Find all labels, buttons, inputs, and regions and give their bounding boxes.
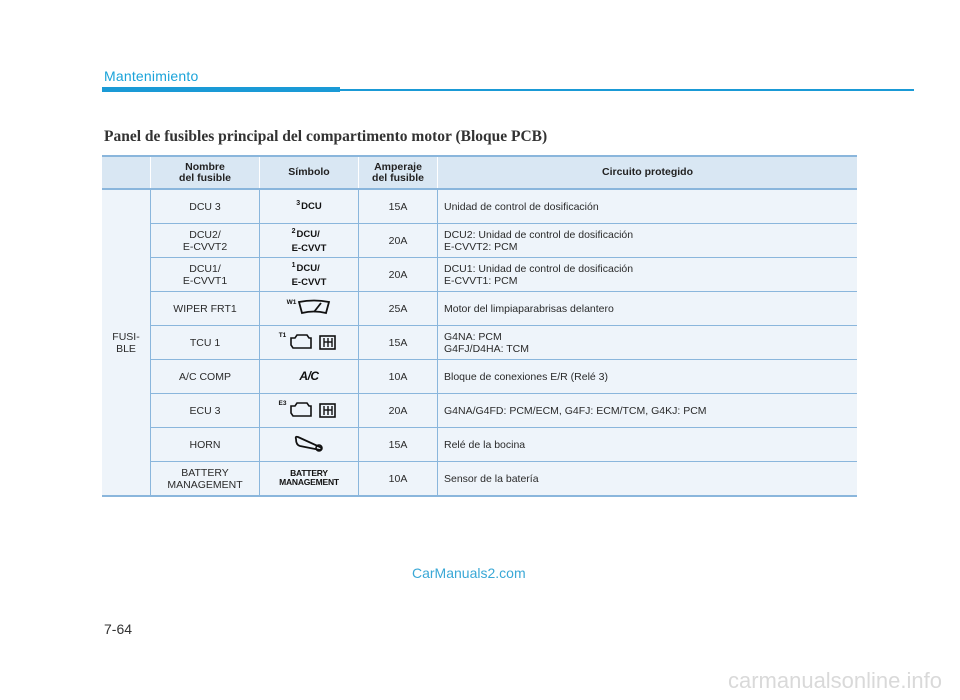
group-label: FUSI- BLE	[102, 189, 151, 496]
fuse-symbol: E3	[260, 394, 359, 428]
header-fuse-name: Nombre del fusible	[151, 156, 260, 189]
table-row	[102, 360, 857, 394]
fuse-name: HORN	[151, 428, 260, 462]
fuse-amperage: 15A	[359, 428, 438, 462]
fuse-table	[102, 155, 857, 497]
header-symbol: Símbolo	[260, 156, 359, 189]
table-row	[102, 326, 857, 360]
transmission-icon	[287, 332, 339, 355]
fuse-symbol: A/C	[260, 360, 359, 394]
fuse-symbol: $^3$DCU	[260, 189, 359, 224]
header-circuit: Circuito protegido	[438, 156, 858, 189]
fuse-symbol: BATTERY MANAGEMENT	[260, 462, 359, 497]
table-row	[102, 189, 857, 224]
fuse-name: WIPER FRT1	[151, 292, 260, 326]
fuse-amperage: 20A	[359, 394, 438, 428]
header-rule-thick	[102, 87, 340, 92]
table-row	[102, 292, 857, 326]
fuse-amperage: 15A	[359, 189, 438, 224]
fuse-name: DCU2/ E-CVVT2	[151, 224, 260, 258]
wiper-icon	[297, 299, 331, 320]
table-header-row	[102, 156, 857, 189]
watermark-link[interactable]: CarManuals2.com	[412, 565, 526, 581]
table-row	[102, 462, 857, 497]
fuse-amperage: 20A	[359, 258, 438, 292]
header-rule-thin	[340, 89, 914, 91]
table-row	[102, 394, 857, 428]
fuse-name: A/C COMP	[151, 360, 260, 394]
fuse-symbol: $^1$DCU/ E-CVVT	[260, 258, 359, 292]
fuse-amperage: 15A	[359, 326, 438, 360]
header-amperage: Amperaje del fusible	[359, 156, 438, 189]
header-group	[102, 156, 151, 189]
fuse-circuit: Relé de la bocina	[438, 428, 858, 462]
fuse-circuit: Unidad de control de dosificación	[438, 189, 858, 224]
fuse-circuit: G4NA: PCM G4FJ/D4HA: TCM	[438, 326, 858, 360]
fuse-name: TCU 1	[151, 326, 260, 360]
fuse-amperage: 25A	[359, 292, 438, 326]
table-row	[102, 258, 857, 292]
fuse-amperage: 20A	[359, 224, 438, 258]
section-title: Mantenimiento	[104, 68, 199, 84]
fuse-name: ECU 3	[151, 394, 260, 428]
fuse-amperage: 10A	[359, 462, 438, 497]
page-number: 7-64	[104, 621, 133, 637]
fuse-symbol	[260, 428, 359, 462]
fuse-symbol: $^2$DCU/ E-CVVT	[260, 224, 359, 258]
engine-ecu-icon	[287, 400, 339, 423]
fuse-circuit: DCU1: Unidad de control de dosificación E-CVVT1: PCM	[438, 258, 858, 292]
horn-icon	[292, 433, 326, 456]
table-row	[102, 224, 857, 258]
page-heading: Panel de fusibles principal del compartimento motor (Bloque PCB)	[104, 128, 548, 145]
fuse-circuit: Motor del limpiaparabrisas delantero	[438, 292, 858, 326]
fuse-name: DCU 3	[151, 189, 260, 224]
table-row	[102, 428, 857, 462]
fuse-symbol: T1	[260, 326, 359, 360]
fuse-amperage: 10A	[359, 360, 438, 394]
fuse-circuit: DCU2: Unidad de control de dosificación E-CVVT2: PCM	[438, 224, 858, 258]
fuse-name: BATTERY MANAGEMENT	[151, 462, 260, 497]
footer-watermark: carmanualsonline.info	[727, 668, 942, 693]
fuse-name: DCU1/ E-CVVT1	[151, 258, 260, 292]
fuse-circuit: G4NA/G4FD: PCM/ECM, G4FJ: ECM/TCM, G4KJ: PCM	[438, 394, 858, 428]
fuse-circuit: Sensor de la batería	[438, 462, 858, 497]
fuse-symbol: W1	[260, 292, 359, 326]
fuse-circuit: Bloque de conexiones E/R (Relé 3)	[438, 360, 858, 394]
